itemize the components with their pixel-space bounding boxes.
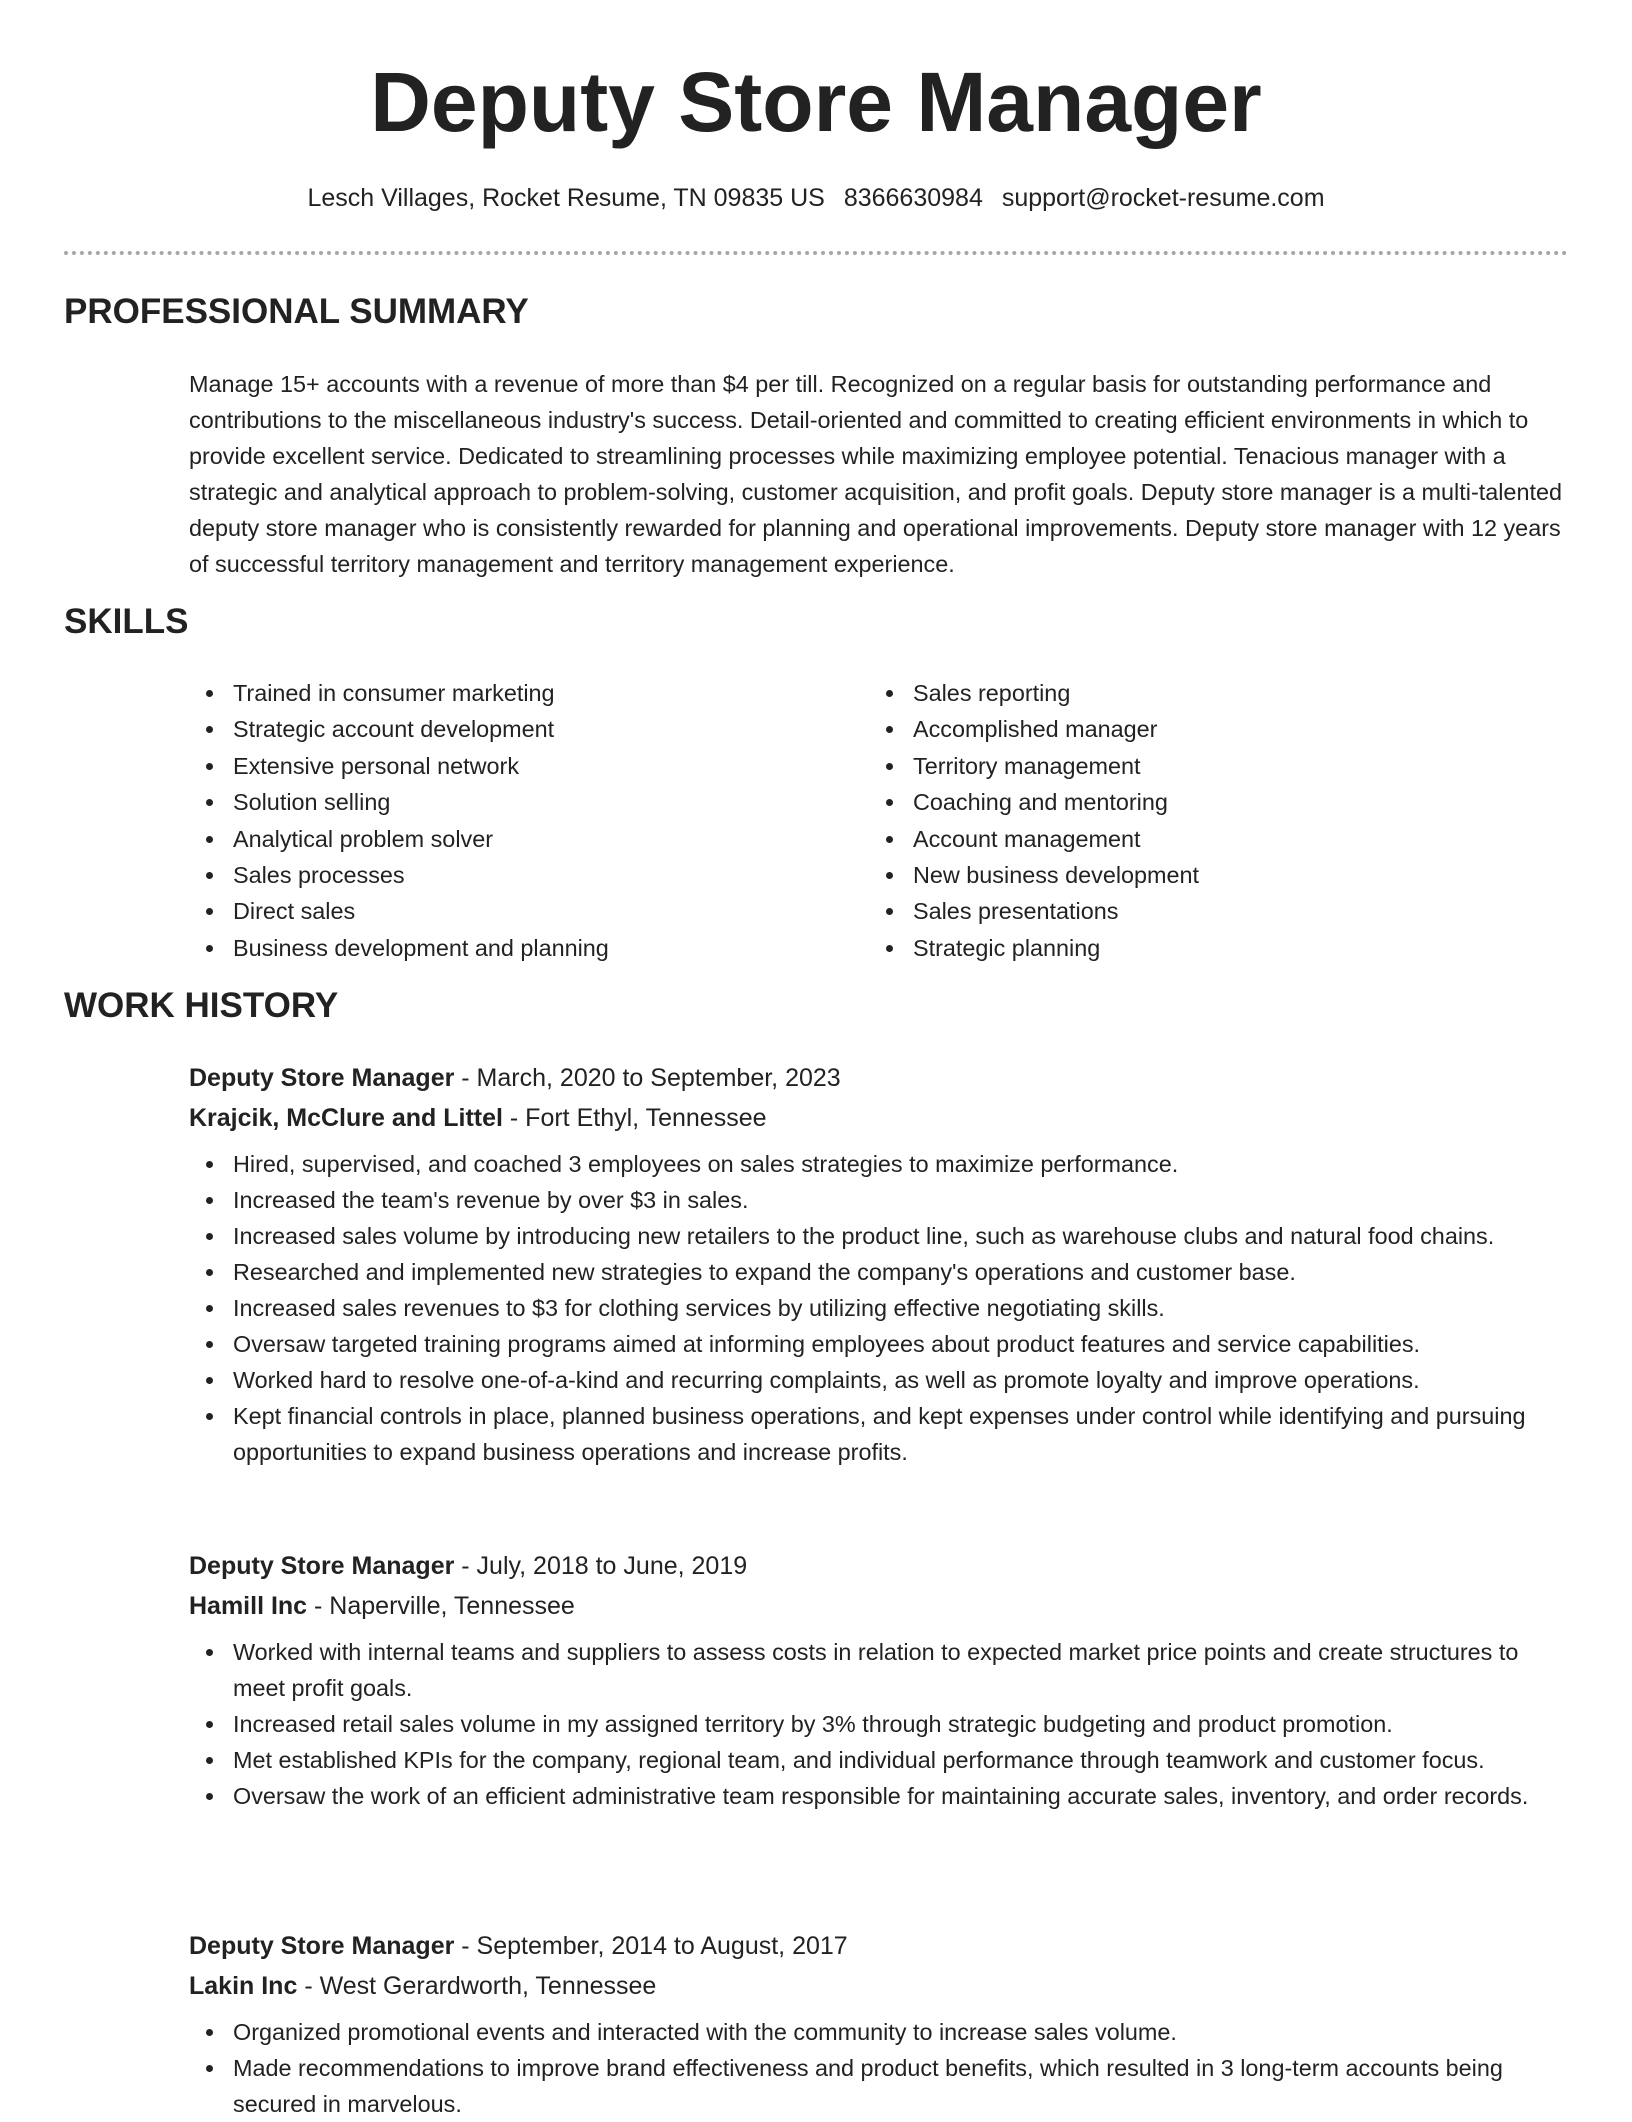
job-bullets: [189, 1634, 1569, 1814]
skill-item: Analytical problem solver: [189, 821, 829, 857]
skill-item: Sales reporting: [869, 675, 1509, 711]
skills-column-left: [189, 675, 829, 966]
job-bullet: Increased sales revenues to $3 for clothing services by utilizing effective negotiating skills.: [189, 1290, 1569, 1326]
job-company: Hamill Inc: [189, 1592, 308, 1620]
job-bullet: Increased sales volume by introducing new retailers to the product line, such as warehouse clubs and natural food chains.: [189, 1218, 1569, 1254]
job-entry: [189, 1546, 1569, 1814]
job-bullets: [189, 2014, 1569, 2122]
job-bullet: Increased retail sales volume in my assigned territory by 3% through strategic budgeting and product promotion.: [189, 1706, 1569, 1742]
job-dates: - July, 2018 to June, 2019: [454, 1552, 748, 1580]
job-role-line: [189, 1926, 1569, 1966]
skill-item: Territory management: [869, 748, 1509, 784]
skill-item: Direct sales: [189, 893, 829, 929]
job-bullet: Met established KPIs for the company, regional team, and individual performance through teamwork and customer focus.: [189, 1742, 1569, 1778]
job-bullet: Made recommendations to improve brand effectiveness and product benefits, which resulted in 3 long-term accounts being secured in marvelous.: [189, 2050, 1569, 2122]
job-entry: [189, 1058, 1569, 1470]
job-location: - West Gerardworth, Tennessee: [297, 1972, 657, 2000]
skill-item: Accomplished manager: [869, 711, 1509, 747]
job-location: - Naperville, Tennessee: [307, 1592, 575, 1620]
job-company: Krajcik, McClure and Littel: [189, 1104, 503, 1132]
job-company-line: [189, 1098, 1569, 1138]
job-bullet: Increased the team's revenue by over $3 in sales.: [189, 1182, 1569, 1218]
job-location: - Fort Ethyl, Tennessee: [502, 1104, 767, 1132]
skill-item: Account management: [869, 821, 1509, 857]
job-bullet: Hired, supervised, and coached 3 employees on sales strategies to maximize performance.: [189, 1146, 1569, 1182]
job-role-line: [189, 1058, 1569, 1098]
skill-item: Strategic account development: [189, 711, 829, 747]
skill-item: New business development: [869, 857, 1509, 893]
job-bullet: Oversaw targeted training programs aimed at informing employees about product features and service capabilities.: [189, 1326, 1569, 1362]
skills-list-left: [189, 675, 829, 966]
job-bullets: [189, 1146, 1569, 1470]
job-bullet: Worked with internal teams and suppliers to assess costs in relation to expected market price points and create structures to meet profit goals.: [189, 1634, 1569, 1706]
skill-item: Extensive personal network: [189, 748, 829, 784]
job-company-line: [189, 1966, 1569, 2006]
job-company-line: [189, 1586, 1569, 1626]
job-bullet: Kept financial controls in place, planned business operations, and kept expenses under control while identifying and pursuing opportunities to expand business operations and increase profits.: [189, 1398, 1569, 1470]
resume-title: Deputy Store Manager: [370, 55, 1262, 149]
skills-list-right: [869, 675, 1509, 966]
skill-item: Solution selling: [189, 784, 829, 820]
job-role: Deputy Store Manager: [189, 1552, 455, 1580]
summary-heading: PROFESSIONAL SUMMARY: [64, 292, 529, 331]
job-bullet: Researched and implemented new strategies to expand the company's operations and customer base.: [189, 1254, 1569, 1290]
skill-item: Business development and planning: [189, 930, 829, 966]
skill-item: Coaching and mentoring: [869, 784, 1509, 820]
job-entry: [189, 1926, 1569, 2122]
header-divider: [64, 251, 1568, 255]
skill-item: Sales presentations: [869, 893, 1509, 929]
job-bullet: Oversaw the work of an efficient administrative team responsible for maintaining accurate sales, inventory, and order records.: [189, 1778, 1569, 1814]
summary-text: Manage 15+ accounts with a revenue of more than $4 per till. Recognized on a regular basis for outstanding performance and contributions to the miscellaneous industry's success. Detail-oriented and committed to creating efficient environments in which to provide excellent service. Dedicated to streamlining processes while maximizing employee potential. Tenacious manager with a strategic and analytical approach to problem-solving, customer acquisition, and profit goals. Deputy store manager is a multi-talented deputy store manager who is consistently rewarded for planning and operational improvements. Deputy store manager with 12 years of successful territory management and territory management experience.: [189, 371, 1562, 577]
contact-phone: 8366630984: [843, 184, 983, 212]
job-company: Lakin Inc: [189, 1972, 298, 2000]
job-bullet: Worked hard to resolve one-of-a-kind and recurring complaints, as well as promote loyalty and improve operations.: [189, 1362, 1569, 1398]
job-bullet: Organized promotional events and interacted with the community to increase sales volume.: [189, 2014, 1569, 2050]
job-role: Deputy Store Manager: [189, 1932, 455, 1960]
job-role: Deputy Store Manager: [189, 1064, 455, 1092]
skill-item: Strategic planning: [869, 930, 1509, 966]
job-dates: - March, 2020 to September, 2023: [454, 1064, 841, 1092]
job-dates: - September, 2014 to August, 2017: [454, 1932, 848, 1960]
job-role-line: [189, 1546, 1569, 1586]
contact-email: support@rocket-resume.com: [1001, 184, 1325, 212]
work-history-heading: WORK HISTORY: [64, 986, 339, 1025]
skills-heading: SKILLS: [64, 602, 189, 641]
contact-line: [0, 180, 1632, 216]
contact-address: Lesch Villages, Rocket Resume, TN 09835 US: [307, 184, 825, 212]
skills-column-right: [869, 675, 1509, 966]
skill-item: Trained in consumer marketing: [189, 675, 829, 711]
skill-item: Sales processes: [189, 857, 829, 893]
